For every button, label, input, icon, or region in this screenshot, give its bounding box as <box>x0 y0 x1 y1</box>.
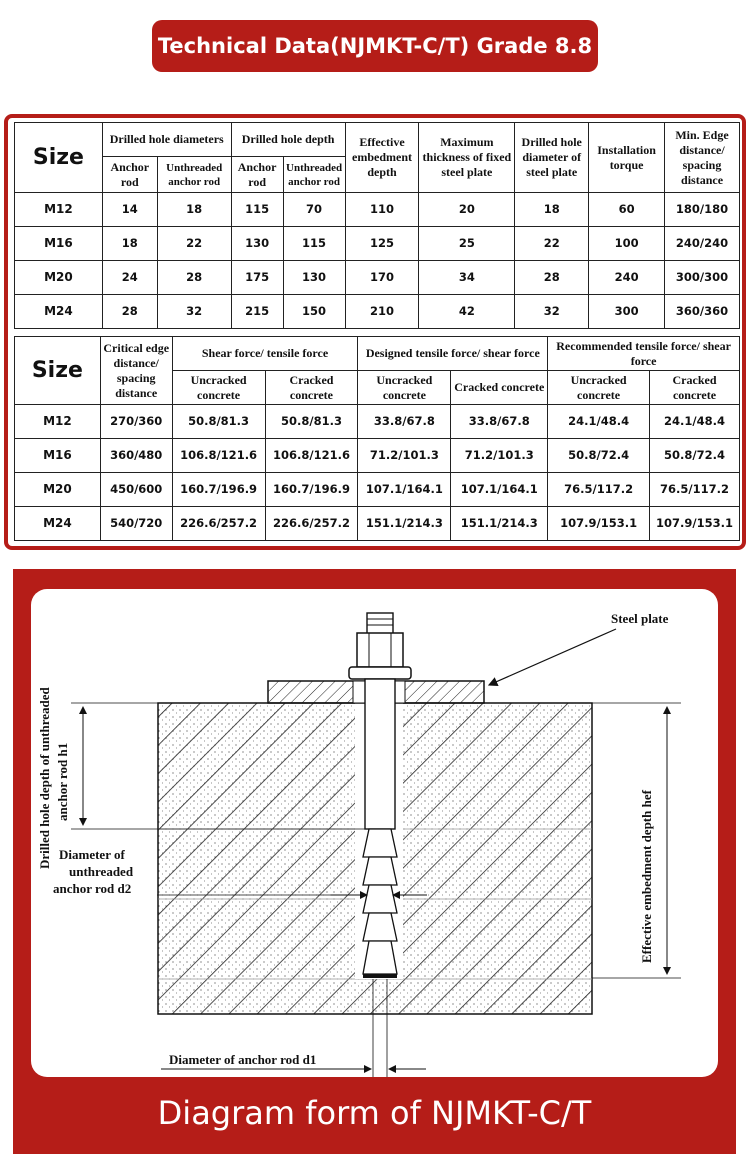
table-cell: 115 <box>283 227 345 261</box>
table-cell: 240 <box>589 261 665 295</box>
recommended-force-header: Recommended tensile force/ shear force <box>548 337 740 371</box>
table-cell: 110 <box>345 193 419 227</box>
diagram-frame <box>13 569 736 1154</box>
table-cell: 18 <box>157 193 231 227</box>
h1-label-line1: Drilled hole depth of unthreaded <box>37 687 52 869</box>
table-cell: 107.9/153.1 <box>650 507 740 541</box>
size-cell: M16 <box>15 439 101 473</box>
table-cell: 18 <box>515 193 589 227</box>
table-cell: 24.1/48.4 <box>650 405 740 439</box>
table-row <box>15 507 740 541</box>
plate-diameter-header: Drilled hole diameter of steel plate <box>515 123 589 193</box>
anchor-rod-subheader: Anchor rod <box>231 157 283 193</box>
size-cell: M24 <box>15 295 103 329</box>
shear-force-header: Shear force/ tensile force <box>172 337 358 371</box>
d2-label-line3: anchor rod d2 <box>53 881 132 896</box>
table-cell: 14 <box>102 193 157 227</box>
uncracked-subheader: Uncracked concrete <box>548 371 650 405</box>
drilled-diameters-header: Drilled hole diameters <box>102 123 231 157</box>
table-cell: 240/240 <box>665 227 740 261</box>
anchor-rod-subheader: Anchor rod <box>102 157 157 193</box>
designed-force-header: Designed tensile force/ shear force <box>358 337 548 371</box>
table-cell: 107.9/153.1 <box>548 507 650 541</box>
d1-label: Diameter of anchor rod d1 <box>169 1052 317 1067</box>
table-cell: 450/600 <box>100 473 172 507</box>
size-cell: M20 <box>15 473 101 507</box>
table-row <box>15 295 740 329</box>
table-cell: 151.1/214.3 <box>358 507 451 541</box>
table-row <box>15 261 740 295</box>
unthreaded-subheader: Unthreaded anchor rod <box>157 157 231 193</box>
table-cell: 130 <box>283 261 345 295</box>
size-cell: M12 <box>15 193 103 227</box>
size-header: Size <box>15 123 103 193</box>
table-cell: 151.1/214.3 <box>451 507 548 541</box>
table-cell: 25 <box>419 227 515 261</box>
table-cell: 33.8/67.8 <box>358 405 451 439</box>
d2-label-line2: unthreaded <box>69 864 134 879</box>
hef-label: Effective embedment depth hef <box>639 790 654 963</box>
table-cell: 150 <box>283 295 345 329</box>
table-cell: 215 <box>231 295 283 329</box>
page-title: Technical Data(NJMKT-C/T) Grade 8.8 <box>152 20 598 72</box>
d2-label-line1: Diameter of <box>59 847 125 862</box>
table-cell: 20 <box>419 193 515 227</box>
steel-plate-label: Steel plate <box>611 611 669 626</box>
cracked-subheader: Cracked concrete <box>451 371 548 405</box>
table-row <box>15 439 740 473</box>
table-cell: 28 <box>515 261 589 295</box>
table-cell: 106.8/121.6 <box>265 439 358 473</box>
table-cell: 76.5/117.2 <box>548 473 650 507</box>
size-cell: M12 <box>15 405 101 439</box>
table-cell: 18 <box>102 227 157 261</box>
anchor-diagram-panel <box>31 589 718 1077</box>
table-cell: 71.2/101.3 <box>451 439 548 473</box>
table-cell: 71.2/101.3 <box>358 439 451 473</box>
table-cell: 107.1/164.1 <box>358 473 451 507</box>
anchor-diagram <box>31 589 718 1077</box>
table-cell: 130 <box>231 227 283 261</box>
table-cell: 50.8/81.3 <box>265 405 358 439</box>
technical-data-frame <box>4 114 746 550</box>
table-cell: 33.8/67.8 <box>451 405 548 439</box>
table-cell: 24 <box>102 261 157 295</box>
uncracked-subheader: Uncracked concrete <box>358 371 451 405</box>
table-cell: 32 <box>157 295 231 329</box>
table-cell: 160.7/196.9 <box>172 473 265 507</box>
table-cell: 22 <box>157 227 231 261</box>
unthreaded-subheader: Unthreaded anchor rod <box>283 157 345 193</box>
size-cell: M20 <box>15 261 103 295</box>
force-data-table <box>14 336 740 541</box>
h1-label-line2: anchor rod h1 <box>55 742 70 821</box>
critical-edge-header: Critical edge distance/ spacing distance <box>100 337 172 405</box>
table-cell: 32 <box>515 295 589 329</box>
table-cell: 76.5/117.2 <box>650 473 740 507</box>
table-cell: 540/720 <box>100 507 172 541</box>
table-cell: 50.8/81.3 <box>172 405 265 439</box>
table-row <box>15 405 740 439</box>
table-cell: 70 <box>283 193 345 227</box>
table-cell: 60 <box>589 193 665 227</box>
table-cell: 226.6/257.2 <box>265 507 358 541</box>
cracked-subheader: Cracked concrete <box>265 371 358 405</box>
table-cell: 175 <box>231 261 283 295</box>
table-row <box>15 227 740 261</box>
size-header: Size <box>15 337 101 405</box>
table-cell: 50.8/72.4 <box>548 439 650 473</box>
max-thickness-header: Maximum thickness of fixed steel plate <box>419 123 515 193</box>
min-edge-header: Min. Edge distance/ spacing distance <box>665 123 740 193</box>
table-cell: 170 <box>345 261 419 295</box>
table-row <box>15 473 740 507</box>
table-cell: 115 <box>231 193 283 227</box>
torque-header: Installation torque <box>589 123 665 193</box>
diagram-caption: Diagram form of NJMKT-C/T <box>157 1094 592 1132</box>
table-cell: 107.1/164.1 <box>451 473 548 507</box>
table-cell: 160.7/196.9 <box>265 473 358 507</box>
table-cell: 360/480 <box>100 439 172 473</box>
size-cell: M16 <box>15 227 103 261</box>
table-cell: 226.6/257.2 <box>172 507 265 541</box>
table-cell: 180/180 <box>665 193 740 227</box>
technical-data-table <box>14 122 740 329</box>
table-cell: 50.8/72.4 <box>650 439 740 473</box>
table-cell: 42 <box>419 295 515 329</box>
table-cell: 210 <box>345 295 419 329</box>
table-cell: 34 <box>419 261 515 295</box>
table-cell: 100 <box>589 227 665 261</box>
size-cell: M24 <box>15 507 101 541</box>
table-cell: 125 <box>345 227 419 261</box>
embedment-header: Effective embedment depth <box>345 123 419 193</box>
table-cell: 22 <box>515 227 589 261</box>
drilled-depth-header: Drilled hole depth <box>231 123 345 157</box>
table-cell: 300 <box>589 295 665 329</box>
table-cell: 28 <box>102 295 157 329</box>
table-cell: 106.8/121.6 <box>172 439 265 473</box>
uncracked-subheader: Uncracked concrete <box>172 371 265 405</box>
cracked-subheader: Cracked concrete <box>650 371 740 405</box>
table-cell: 270/360 <box>100 405 172 439</box>
table-cell: 28 <box>157 261 231 295</box>
table-cell: 300/300 <box>665 261 740 295</box>
table-row <box>15 193 740 227</box>
table-cell: 360/360 <box>665 295 740 329</box>
table-cell: 24.1/48.4 <box>548 405 650 439</box>
